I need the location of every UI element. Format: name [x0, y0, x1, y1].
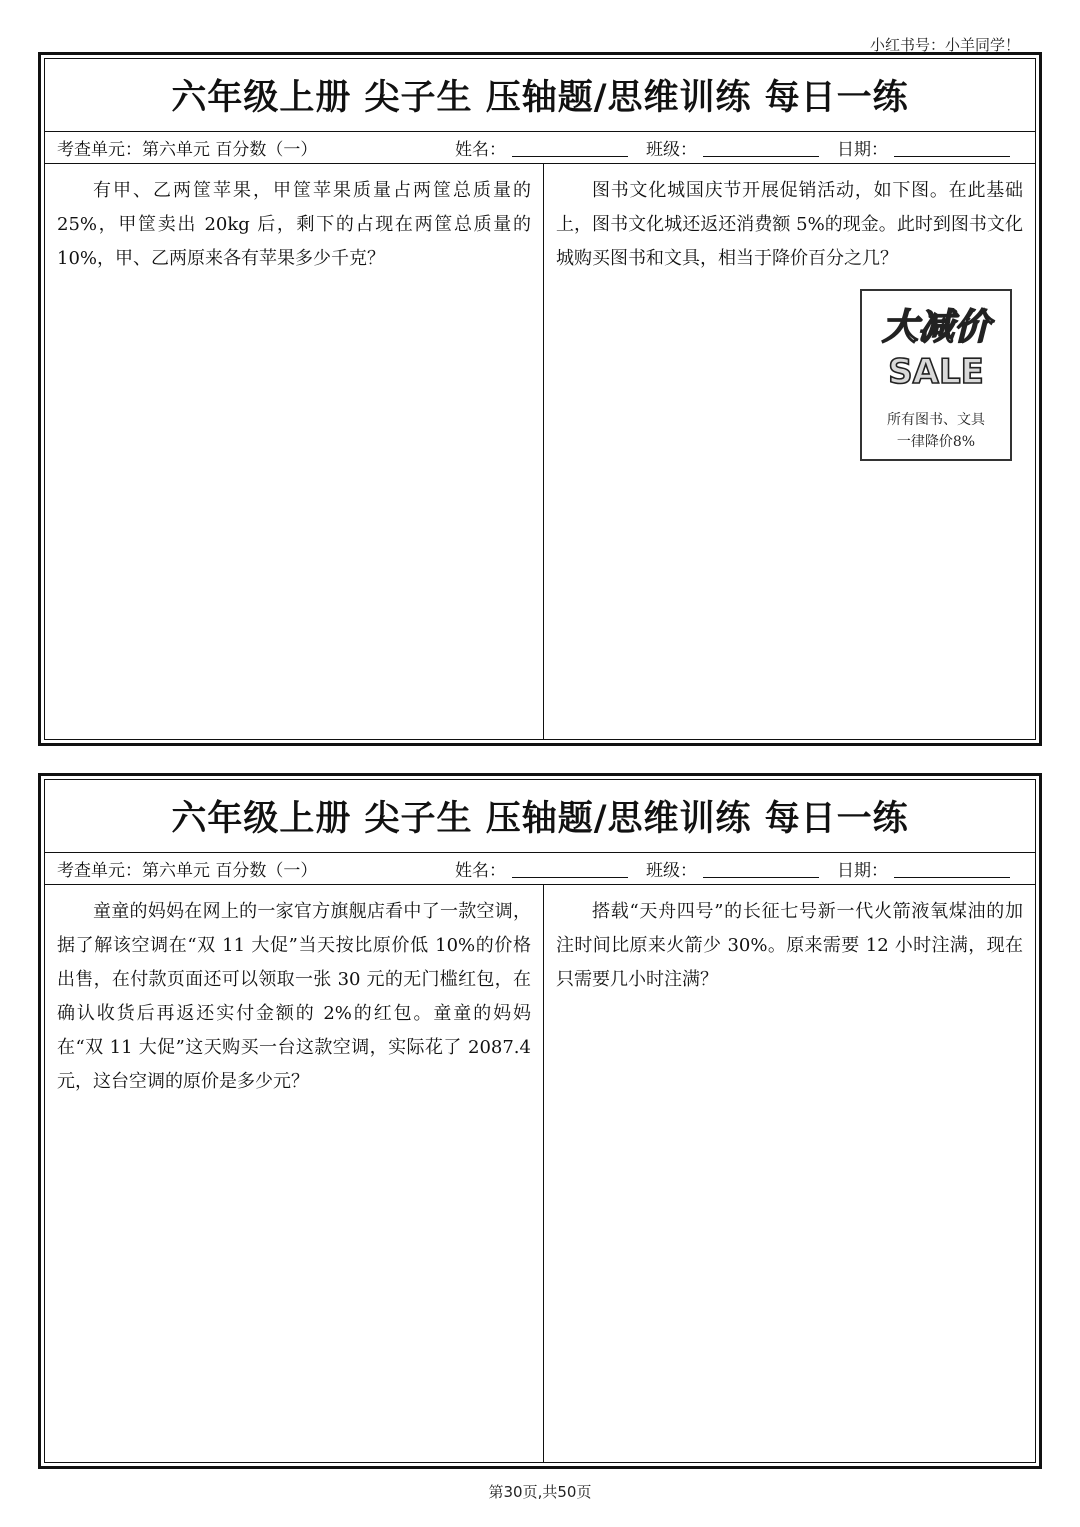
watermark: 小红书号：小羊同学！	[869, 36, 1020, 54]
poster-line-2: 一律降价8%	[896, 434, 976, 450]
problem-text: 有甲、乙两筐苹果，甲筐苹果质量占两筐总质量的 25%，甲筐卖出 20kg 后，剩下的占现在两筐总质量的 10%，甲、乙两原来各有苹果多少千克？	[57, 180, 531, 269]
info-row	[45, 132, 1035, 164]
name-blank[interactable]	[512, 138, 628, 157]
poster-sale-text: SALE	[888, 352, 984, 392]
name-label: 姓名：	[455, 140, 506, 160]
info-row	[45, 853, 1035, 885]
date-label: 日期：	[837, 140, 888, 160]
class-field[interactable]	[646, 856, 819, 881]
problem-right	[544, 885, 1035, 1462]
class-label: 班级：	[646, 861, 697, 881]
poster-headline: 大减价	[881, 307, 991, 348]
date-field[interactable]	[837, 135, 1010, 160]
name-field[interactable]	[455, 856, 628, 881]
problem-text: 图书文化城国庆节开展促销活动，如下图。在此基础上，图书文化城还返还消费额 5%的现金。此时到图书文化城购买图书和文具，相当于降价百分之几？	[556, 180, 1023, 269]
class-blank[interactable]	[703, 138, 819, 157]
problem-left	[45, 885, 544, 1462]
worksheet-2	[38, 773, 1042, 1469]
sheet-title: 六年级上册 尖子生 压轴题/思维训练 每日一练	[45, 780, 1035, 853]
problem-text: 童童的妈妈在网上的一家官方旗舰店看中了一款空调，据了解该空调在“双 11 大促”当天按比原价低 10%的价格出售，在付款页面还可以领取一张 30 元的无门槛红包，在确认收货后再返还实付金额的 2%的红包。童童的妈妈在“双 11 大促”这天购买一台这款空调，实际花了 2087.4 元，这台空调的原价是多少元？	[57, 901, 531, 1092]
name-label: 姓名：	[455, 861, 506, 881]
poster-line-1: 所有图书、文具	[887, 412, 985, 428]
sheet-title: 六年级上册 尖子生 压轴题/思维训练 每日一练	[45, 59, 1035, 132]
name-blank[interactable]	[512, 859, 628, 878]
problem-columns	[45, 885, 1035, 1462]
class-label: 班级：	[646, 140, 697, 160]
date-blank[interactable]	[894, 859, 1010, 878]
problem-columns	[45, 164, 1035, 739]
worksheet-1	[38, 52, 1042, 746]
unit-label: 考查单元：第六单元 百分数（一）	[57, 140, 318, 160]
name-field[interactable]	[455, 135, 628, 160]
problem-left	[45, 164, 544, 739]
date-field[interactable]	[837, 856, 1010, 881]
problem-right	[544, 164, 1035, 739]
sale-graphic-icon	[862, 291, 1010, 409]
class-field[interactable]	[646, 135, 819, 160]
class-blank[interactable]	[703, 859, 819, 878]
page-number: 第30页,共50页	[488, 1483, 592, 1501]
date-blank[interactable]	[894, 138, 1010, 157]
sale-poster	[860, 289, 1012, 461]
unit-label: 考查单元：第六单元 百分数（一）	[57, 861, 318, 881]
date-label: 日期：	[837, 861, 888, 881]
poster-caption	[862, 409, 1010, 453]
problem-text: 搭载“天舟四号”的长征七号新一代火箭液氧煤油的加注时间比原来火箭少 30%。原来需要 12 小时注满，现在只需要几小时注满？	[556, 901, 1023, 990]
